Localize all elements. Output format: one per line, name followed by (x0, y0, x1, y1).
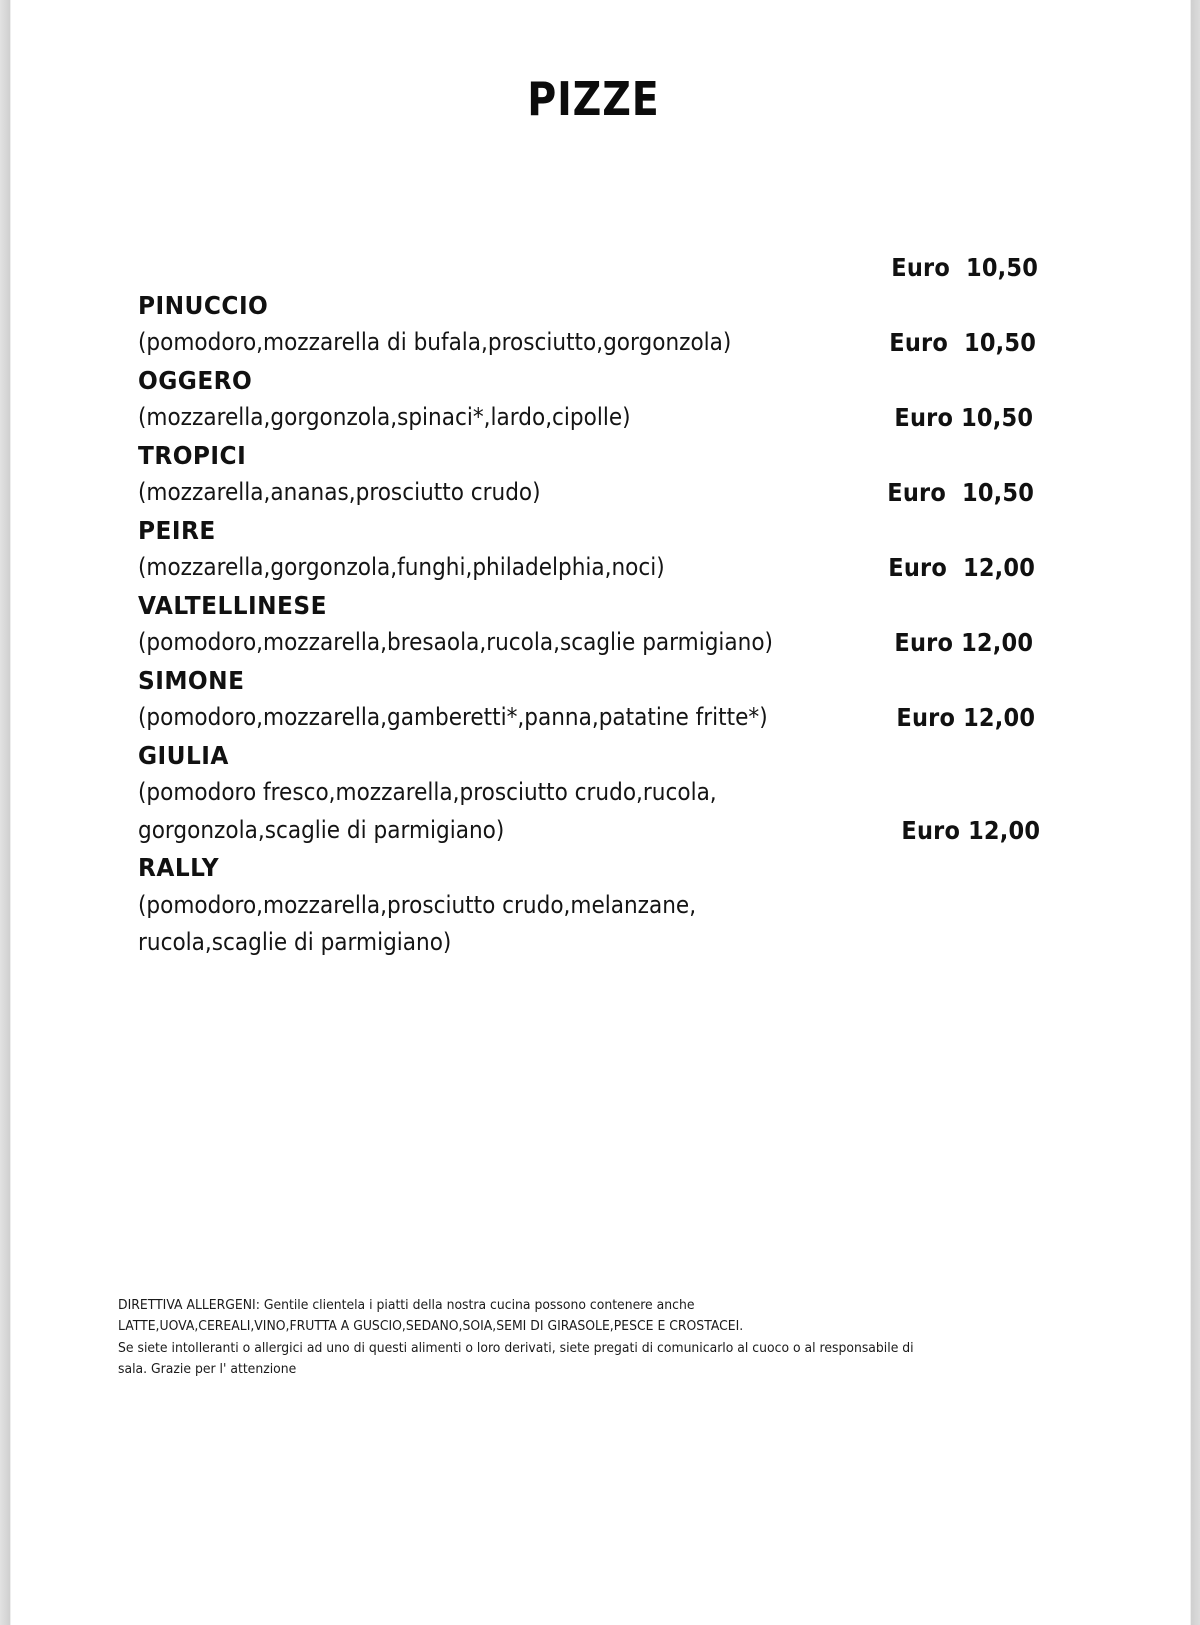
allergen-notice-line: LATTE,UOVA,CEREALI,VINO,FRUTTA A GUSCIO,SEDANO,SOIA,SEMI DI GIRASOLE,PESCE E CROSTACEI. (118, 1318, 744, 1335)
menu-item-header (118, 699, 1078, 770)
item-price: Euro 12,00 (894, 628, 1033, 657)
menu-item-header (118, 399, 1078, 470)
item-name: RALLY (138, 853, 220, 882)
allergen-notice-line: Se siete intolleranti o allergici ad uno di questi alimenti o loro derivati, siete pregati di comunicarlo al cuoco o al responsabile di (118, 1339, 914, 1356)
menu-item-header (118, 549, 1078, 620)
item-price: Euro 12,00 (896, 703, 1035, 732)
item-name: GIULIA (138, 740, 230, 770)
menu-item-header (118, 249, 1078, 320)
item-name: PINUCCIO (138, 290, 269, 320)
item-price: Euro 10,50 (891, 253, 1038, 282)
item-name: SIMONE (138, 665, 245, 695)
item-name: TROPICI (138, 440, 247, 470)
item-ingredients: (pomodoro,mozzarella,gamberetti*,panna,patatine fritte*) (138, 703, 768, 731)
item-price: Euro 10,50 (887, 478, 1034, 507)
menu-item-description (118, 737, 1078, 806)
item-ingredients: (pomodoro,mozzarella di bufala,prosciutto,gorgonzola) (138, 328, 732, 356)
menu-item-header (118, 624, 1078, 695)
item-ingredients: (mozzarella,ananas,prosciutto crudo) (138, 478, 541, 506)
page-edge-right (1191, 0, 1200, 1625)
item-ingredients: (mozzarella,gorgonzola,spinaci*,lardo,cipolle) (138, 403, 631, 431)
item-name: PEIRE (138, 515, 217, 545)
allergen-notice-line: DIRETTIVA ALLERGENI: Gentile clientela i piatti della nostra cucina possono contenere anche (118, 1297, 695, 1313)
item-price: Euro 10,50 (889, 328, 1036, 357)
page-edge-left (0, 0, 10, 1625)
allergen-notice-line: sala. Grazie per l' attenzione (118, 1360, 297, 1377)
item-ingredients: rucola,scaglie di parmigiano) (138, 928, 452, 956)
item-ingredients: (pomodoro fresco,mozzarella,prosciutto crudo,rucola, (138, 778, 718, 806)
item-price: Euro 12,00 (888, 553, 1035, 582)
menu-item-header (118, 812, 1078, 882)
page-title: PIZZE (527, 72, 660, 126)
item-price: Euro 12,00 (901, 815, 1040, 845)
menu-item-header (118, 324, 1078, 395)
item-price: Euro 10,50 (894, 403, 1033, 432)
item-ingredients: gorgonzola,scaglie di parmigiano) (138, 815, 505, 844)
item-name: OGGERO (138, 365, 253, 395)
menu-item-description (118, 849, 1078, 919)
menu-item-description (118, 887, 1078, 956)
menu-item-header (118, 474, 1078, 545)
allergen-notice (118, 1295, 1038, 1380)
item-ingredients: (pomodoro,mozzarella,prosciutto crudo,melanzane, (138, 890, 697, 919)
item-ingredients: (pomodoro,mozzarella,bresaola,rucola,scaglie parmigiano) (138, 628, 774, 656)
item-name: VALTELLINESE (138, 590, 328, 620)
item-ingredients: (mozzarella,gorgonzola,funghi,philadelphia,noci) (138, 553, 666, 581)
pizza-menu-list (118, 249, 1078, 956)
